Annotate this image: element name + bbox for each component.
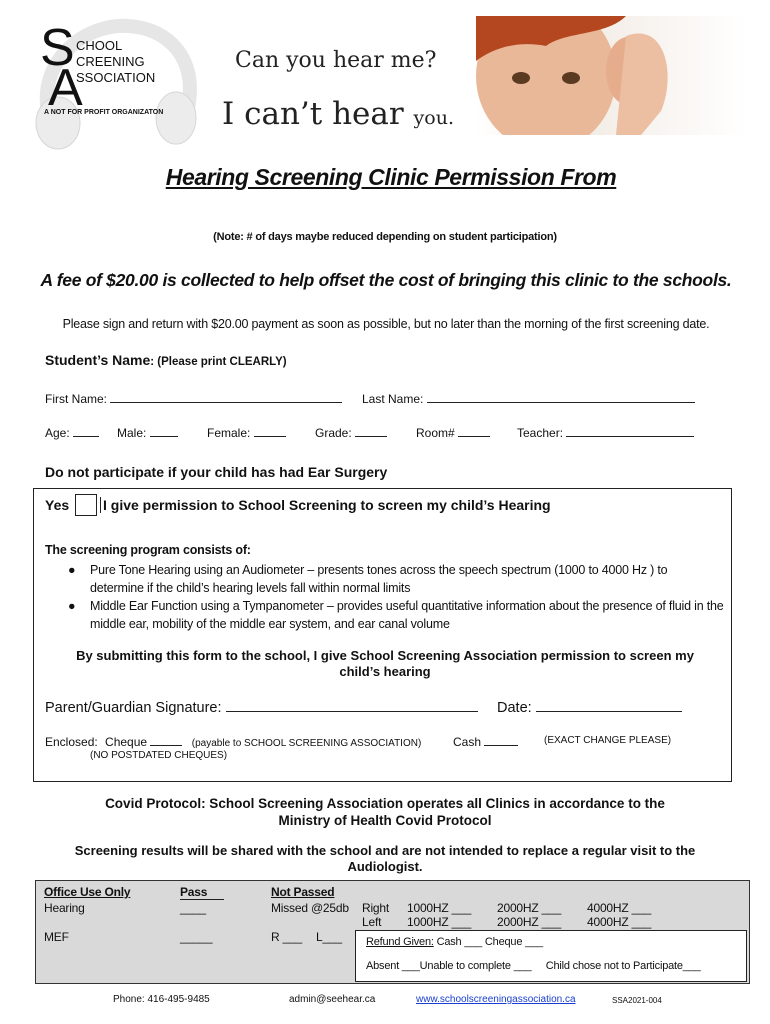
age-input[interactable]	[73, 424, 99, 437]
refund-label: Refund Given:	[366, 936, 434, 948]
submit-line-2: child’s hearing	[339, 664, 431, 679]
room-input[interactable]	[458, 424, 490, 437]
male-input[interactable]	[150, 424, 178, 437]
first-name-label: First Name:	[45, 392, 108, 406]
program-bullet-2	[68, 597, 728, 633]
yes-label: Yes	[45, 497, 70, 513]
date-label: Date:	[497, 700, 532, 716]
last-name-input[interactable]	[427, 390, 695, 403]
logo-line1: CHOOL	[76, 38, 123, 53]
first-name-input[interactable]	[110, 390, 342, 403]
office-mef-pass[interactable]: _____	[180, 930, 213, 944]
female-field[interactable]	[207, 424, 286, 440]
office-r1000[interactable]: 1000HZ ___	[407, 901, 472, 915]
bullet-2-text: Middle Ear Function using a Tympanometer – provides useful quantitative information about the presence of fluid in the middle ear, mobility of the middle ear system, and ear canal volume	[90, 599, 724, 631]
office-missed: Missed @25db	[271, 901, 349, 915]
office-left: Left	[362, 915, 382, 929]
office-col-3: Not Passed	[271, 885, 335, 899]
office-col-1: Office Use Only	[44, 885, 131, 899]
logo-tagline: A NOT FOR PROFIT ORGANIZATON	[44, 109, 164, 116]
instructions: Please sign and return with $20.00 payment as soon as possible, but no later than the morning of the first screening date.	[62, 317, 710, 331]
grade-label: Grade:	[315, 426, 352, 440]
student-heading-label: Student’s Name	[45, 352, 151, 368]
logo	[18, 18, 198, 153]
covid-line-2: Ministry of Health Covid Protocol	[278, 813, 492, 828]
page-title: Hearing Screening Clinic Permission From	[165, 164, 617, 190]
cash-field	[453, 733, 518, 749]
enclosed-row	[45, 733, 421, 749]
tagline-2	[222, 96, 454, 132]
signature-input[interactable]	[226, 697, 478, 712]
payable-note: (payable to SCHOOL SCREENING ASSOCIATION)	[191, 738, 422, 749]
enclosed-label: Enclosed:	[45, 735, 98, 749]
teacher-label: Teacher:	[517, 426, 564, 440]
office-r2000[interactable]: 2000HZ ___	[497, 901, 562, 915]
office-l2000[interactable]: 2000HZ ___	[497, 915, 562, 929]
tagline-2-small: you.	[413, 107, 454, 129]
office-right: Right	[362, 901, 390, 915]
office-hearing-pass[interactable]: ____	[180, 901, 206, 915]
fee-statement: A fee of $20.00 is collected to help offset the cost of bringing this clinic to the schools.	[40, 270, 732, 290]
teacher-input[interactable]	[566, 424, 694, 437]
program-heading: The screening program consists of:	[45, 543, 251, 557]
cheque-input[interactable]	[150, 733, 182, 746]
yes-checkbox[interactable]	[75, 494, 97, 516]
program-bullet-1	[68, 561, 723, 597]
cash-input[interactable]	[484, 733, 518, 746]
office-l4000[interactable]: 4000HZ ___	[587, 915, 652, 929]
office-mef-r[interactable]: R ___	[271, 930, 303, 944]
child-photo	[476, 16, 748, 135]
first-name-field[interactable]	[45, 390, 342, 406]
surgery-warning: Do not participate if your child has had Ear Surgery	[45, 464, 388, 480]
absent-row[interactable]: Absent ___Unable to complete ___ Child chose not to Participate___	[366, 960, 701, 972]
tagline-2-main: I can’t hear	[222, 96, 404, 132]
covid-line-1: Covid Protocol: School Screening Association operates all Clinics in accordance to the	[105, 796, 665, 811]
office-mef: MEF	[44, 930, 69, 944]
grade-field[interactable]	[315, 424, 387, 440]
office-l1000[interactable]: 1000HZ ___	[407, 915, 472, 929]
bullet-icon: ●	[68, 599, 76, 613]
female-label: Female:	[207, 426, 251, 440]
date-input[interactable]	[536, 697, 682, 712]
footer-code: SSA2021-004	[612, 996, 662, 1005]
bullet-icon: ●	[68, 563, 76, 577]
footer-phone: Phone: 416-495-9485	[113, 994, 210, 1005]
footer-email[interactable]: admin@seehear.ca	[289, 994, 376, 1005]
last-name-label: Last Name:	[362, 392, 424, 406]
signature-field[interactable]	[45, 697, 478, 716]
office-mef-l[interactable]: L___	[316, 930, 342, 944]
results-line-2: Audiologist.	[347, 859, 423, 874]
no-postdated-note: (NO POSTDATED CHEQUES)	[90, 750, 228, 761]
footer-website-link[interactable]: www.schoolscreeningassociation.ca	[416, 994, 576, 1005]
office-col-2: Pass	[180, 885, 224, 900]
room-field[interactable]	[416, 424, 490, 440]
office-r4000[interactable]: 4000HZ ___	[587, 901, 652, 915]
logo-letter-a: A	[48, 59, 83, 117]
date-field[interactable]	[497, 697, 682, 716]
office-hearing: Hearing	[44, 901, 85, 915]
female-input[interactable]	[254, 424, 286, 437]
age-label: Age:	[45, 426, 70, 440]
tagline-1: Can you hear me?	[235, 48, 437, 73]
logo-line3: SSOCIATION	[76, 70, 156, 85]
refund-row	[366, 936, 543, 948]
logo-letter-s: S	[40, 19, 75, 77]
grade-input[interactable]	[355, 424, 387, 437]
male-field[interactable]	[117, 424, 178, 440]
note: (Note: # of days maybe reduced depending on student participation)	[213, 231, 557, 243]
last-name-field[interactable]	[362, 390, 695, 406]
submit-line-1: By submitting this form to the school, I give School Screening Association permission to screen my	[76, 648, 694, 663]
bullet-1-text: Pure Tone Hearing using an Audiometer – presents tones across the speech spectrum (1000 to 4000 Hz ) to determine if the child’s hearing levels fall within normal limits	[90, 563, 668, 595]
results-line-1: Screening results will be shared with the school and are not intended to replace a regular visit to the	[74, 843, 696, 858]
student-heading-note: : (Please print CLEARLY)	[150, 356, 287, 368]
cash-label: Cash	[453, 735, 482, 749]
age-field[interactable]	[45, 424, 99, 440]
male-label: Male:	[117, 426, 147, 440]
signature-label: Parent/Guardian Signature:	[45, 700, 222, 716]
student-heading	[45, 352, 287, 370]
teacher-field[interactable]	[517, 424, 694, 440]
refund-options[interactable]: Cash ___ Cheque ___	[436, 936, 543, 948]
exact-change-note: (EXACT CHANGE PLEASE)	[544, 735, 672, 746]
cheque-label: Cheque	[105, 735, 148, 749]
logo-line2: CREENING	[76, 54, 145, 69]
permission-statement: I give permission to School Screening to screen my child’s Hearing	[100, 497, 551, 513]
room-label: Room#	[416, 426, 455, 440]
